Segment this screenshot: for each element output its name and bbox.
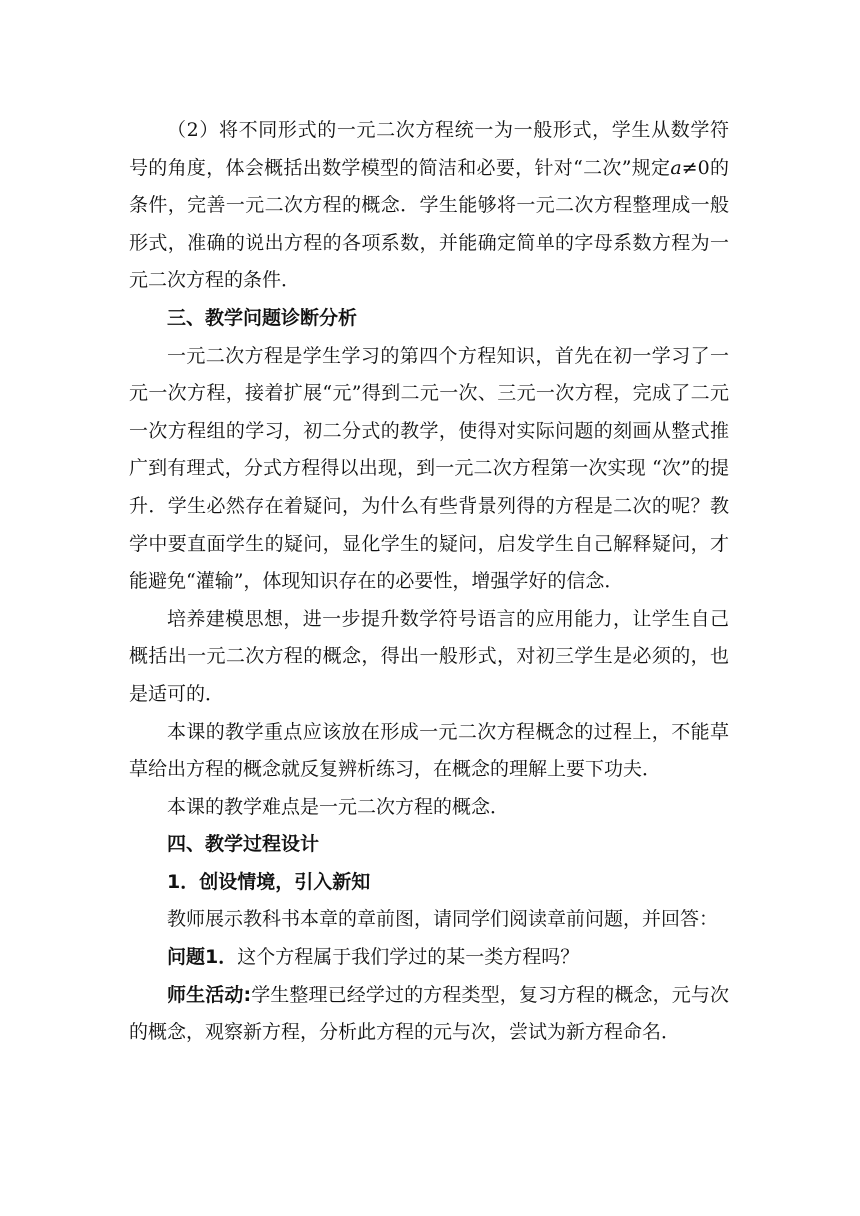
paragraph-teacher-shows: 教师展示教科书本章的章前图，请同学们阅读章前问题，并回答： (167, 908, 719, 931)
question-1-text: 这个方程属于我们学过的某一类方程吗？ (237, 946, 580, 969)
variable-a: a (670, 156, 682, 179)
paragraph-general-form-part1: （2）将不同形式的一元二次方程统一为一般形式，学生从数学符号的角度，体会概括出数学模型的简洁和必要，针对“二次”规定 (129, 119, 729, 179)
document-page (129, 112, 729, 1052)
question-1-label: 问题1． (167, 946, 238, 969)
question-1 (129, 939, 729, 977)
paragraph-general-form (129, 112, 729, 300)
paragraph-key-point: 本课的教学重点应该放在形成一元二次方程概念的过程上，不能草草给出方程的概念就反复辨析练习，在概念的理解上要下功夫． (129, 720, 729, 781)
paragraph-diagnosis: 一元二次方程是学生学习的第四个方程知识，首先在初一学习了一元一次方程，接着扩展“元”得到二元一次、三元一次方程，完成了二元一次方程组的学习，初二分式的教学，使得对实际问题的刻画从整式推广到有理式，分式方程得以出现，到一元二次方程第一次实现 “次”的提升．学生必然存在着疑问，为什么有些背景列得的方程是二次的呢？教学中要直面学生的疑问，显化学生的疑问，启发学生自己解释疑问，才能避免“灌输”，体现知识存在的必要性，增强学好的信念． (129, 344, 729, 593)
activity-label: 师生活动: (167, 983, 252, 1006)
teacher-student-activity (129, 977, 729, 1052)
paragraph-general-form-part2: ≠0的条件，完善一元二次方程的概念．学生能够将一元二次方程整理成一般形式，准确的说出方程的各项系数，并能确定简单的字母系数方程为一元二次方程的条件． (129, 156, 729, 292)
section-heading-diagnosis: 三、教学问题诊断分析 (167, 306, 358, 329)
activity-text: 学生整理已经学过的方程类型，复习方程的概念，元与次的概念，观察新方程，分析此方程的元与次，尝试为新方程命名． (129, 983, 729, 1044)
paragraph-difficulty: 本课的教学难点是一元二次方程的概念． (167, 795, 510, 818)
section-heading-process: 四、教学过程设计 (167, 833, 320, 856)
subsection-heading-scenario: 1．创设情境，引入新知 (167, 870, 371, 893)
paragraph-modeling: 培养建模思想，进一步提升数学符号语言的应用能力，让学生自己概括出一元二次方程的概念，得出一般形式，对初三学生是必须的，也是适可的． (129, 607, 729, 705)
